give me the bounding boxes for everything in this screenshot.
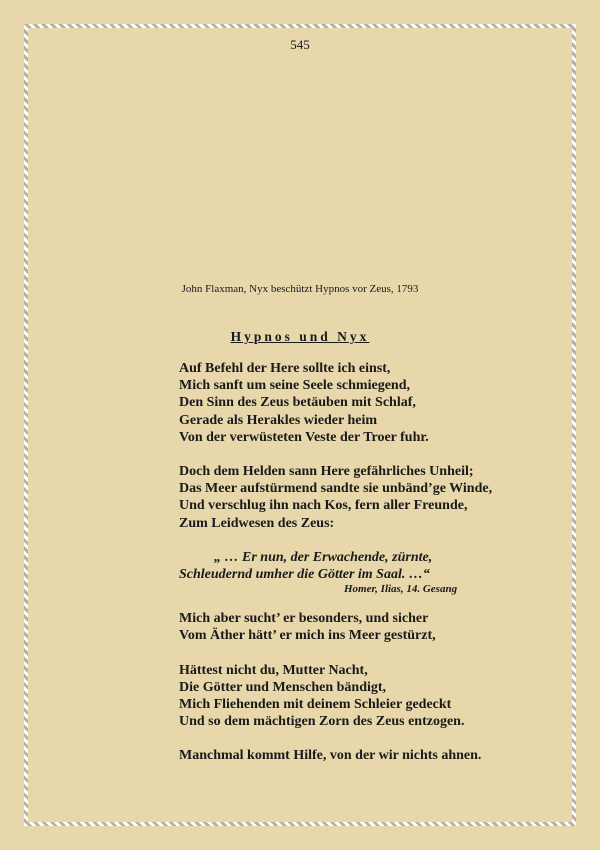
homer-quotation	[179, 549, 579, 596]
poem-line: Auf Befehl der Here sollte ich einst,	[179, 361, 391, 376]
poem-line: Mich sanft um seine Seele schmiegend,	[179, 378, 410, 394]
poem-line: Mich Fliehenden mit deinem Schleier gedeckt	[179, 697, 452, 713]
poem-line: Und verschlug ihn nach Kos, fern aller Freunde,	[179, 498, 468, 514]
quote-source: Homer, Ilias, 14. Gesang	[344, 583, 458, 596]
poem-line: Mich aber sucht’ er besonders, und sicher	[179, 611, 429, 627]
poem-line: Gerade als Herakles wieder heim	[179, 412, 378, 428]
image-caption: John Flaxman, Nyx beschützt Hypnos vor Zeus, 1793	[181, 283, 419, 295]
stanza-3	[179, 610, 579, 644]
poem-line: Doch dem Helden sann Here gefährliches Unheil;	[179, 464, 474, 480]
poem-line: Zum Leidwesen des Zeus:	[179, 515, 335, 531]
poem-line: Und so dem mächtigen Zorn des Zeus entzogen.	[179, 714, 465, 730]
quote-line: „ … Er nun, der Erwachende, zürnte,	[214, 549, 433, 565]
page-number: 545	[290, 37, 310, 52]
stanza-5	[179, 747, 579, 764]
poem-line: Das Meer aufstürmend sandte sie unbänd’ge Winde,	[179, 481, 493, 497]
stanza-2	[179, 463, 579, 532]
poem-line: Vom Äther hätt’ er mich ins Meer gestürzt,	[179, 628, 436, 644]
poem-body	[179, 360, 579, 782]
poem-line: Die Götter und Menschen bändigt,	[179, 679, 387, 695]
illustration-placeholder	[100, 60, 500, 272]
poem-title: Hypnos und Nyx	[230, 329, 370, 344]
poem-line: Manchmal kommt Hilfe, von der wir nichts ahnen.	[179, 748, 482, 764]
poem-line: Von der verwüsteten Veste der Troer fuhr.	[179, 429, 429, 445]
stanza-1	[179, 360, 579, 446]
stanza-4	[179, 662, 579, 731]
quote-line: Schleudernd umher die Götter im Saal. …“	[179, 567, 430, 583]
poem-line: Den Sinn des Zeus betäuben mit Schlaf,	[179, 395, 416, 411]
poem-line: Hättest nicht du, Mutter Nacht,	[179, 662, 368, 678]
